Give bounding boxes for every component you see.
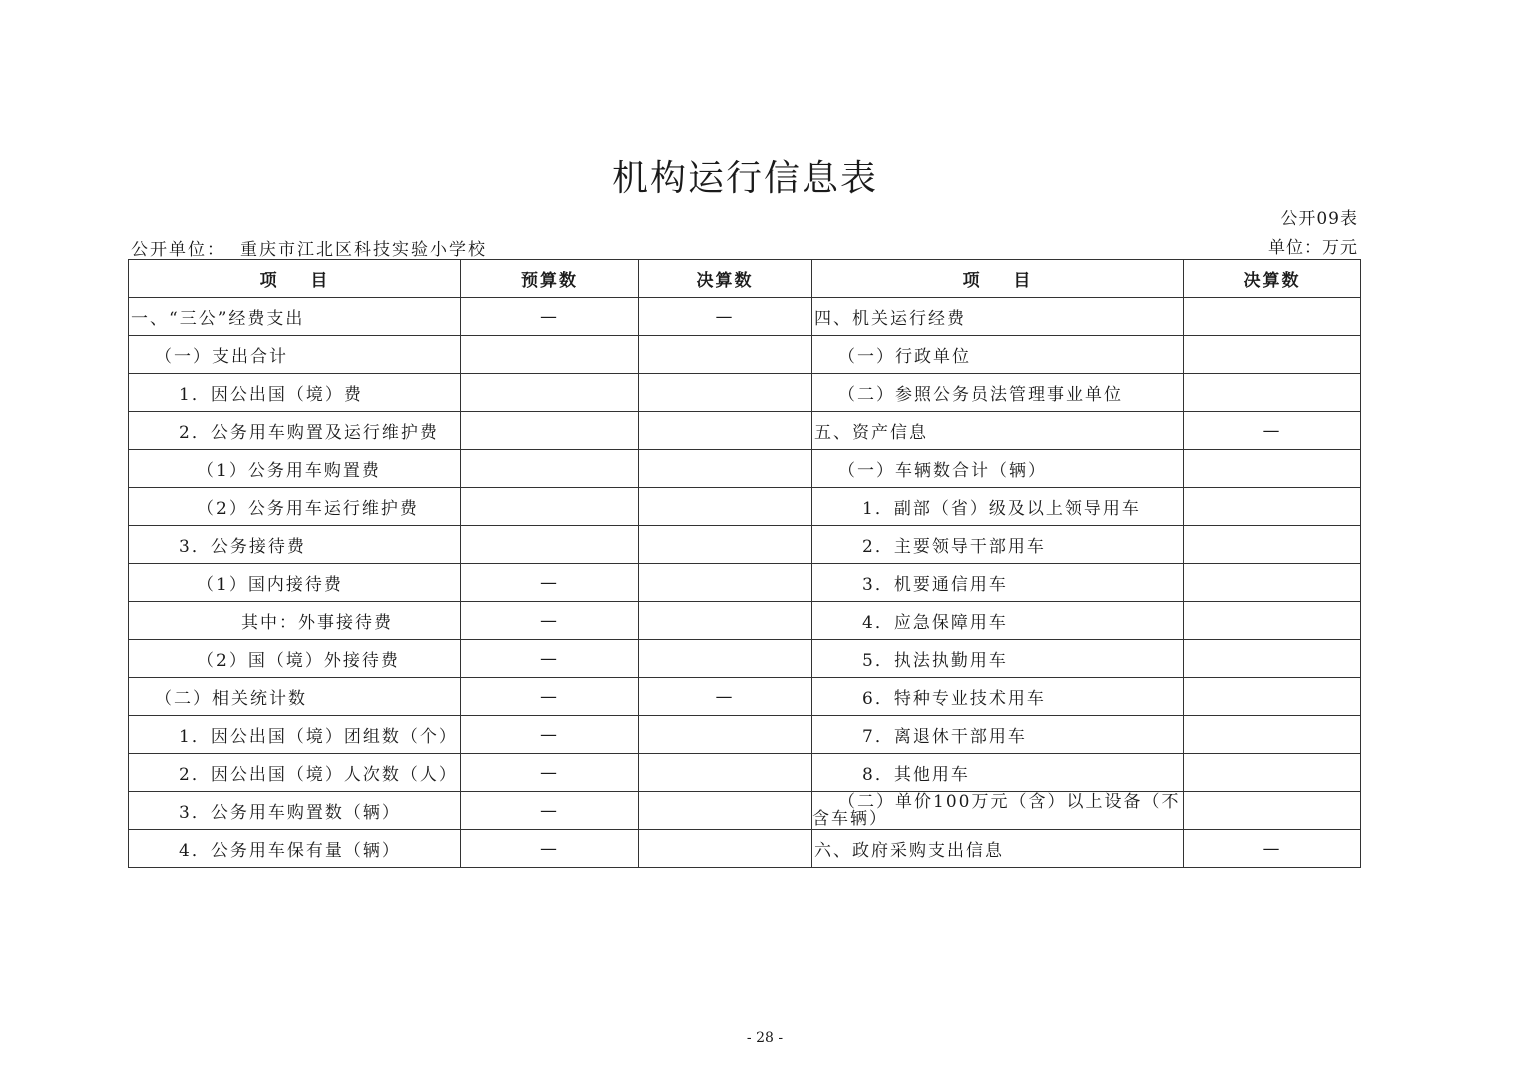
left-item: （二）相关统计数 — [129, 678, 461, 716]
left-item: （1）公务用车购置费 — [129, 450, 461, 488]
budget-cell: — — [461, 792, 639, 830]
budget-cell — [461, 412, 639, 450]
budget-cell: — — [461, 754, 639, 792]
budget-cell — [461, 526, 639, 564]
right-final-cell — [1184, 754, 1361, 792]
budget-cell — [461, 488, 639, 526]
table-row — [129, 678, 1361, 716]
header-item-left: 项 目 — [129, 260, 461, 298]
final-cell — [639, 374, 812, 412]
right-final-cell — [1184, 488, 1361, 526]
left-item: 一、“三公”经费支出 — [129, 298, 461, 336]
left-item: 其中：外事接待费 — [129, 602, 461, 640]
right-final-cell — [1184, 336, 1361, 374]
final-cell — [639, 716, 812, 754]
right-final-cell — [1184, 374, 1361, 412]
right-item: 四、机关运行经费 — [812, 298, 1184, 336]
table-row — [129, 830, 1361, 868]
right-item-line-1: （二）单价100万元（含）以上设备（不 — [838, 791, 1181, 812]
right-item: （一）车辆数合计（辆） — [812, 450, 1184, 488]
right-item — [812, 792, 1184, 830]
budget-cell: — — [461, 602, 639, 640]
right-item: 1．副部（省）级及以上领导用车 — [812, 488, 1184, 526]
table-row — [129, 298, 1361, 336]
budget-cell — [461, 374, 639, 412]
right-final-cell — [1184, 602, 1361, 640]
left-item: 1．因公出国（境）费 — [129, 374, 461, 412]
form-number: 公开09表 — [1280, 209, 1358, 229]
right-item-line-2: 含车辆） — [812, 808, 888, 829]
table-row — [129, 412, 1361, 450]
table-row — [129, 336, 1361, 374]
table-header-row — [129, 260, 1361, 298]
right-final-cell — [1184, 564, 1361, 602]
right-item: 2．主要领导干部用车 — [812, 526, 1184, 564]
left-item: 2．因公出国（境）人次数（人） — [129, 754, 461, 792]
right-item: 5．执法执勤用车 — [812, 640, 1184, 678]
right-item: 8．其他用车 — [812, 754, 1184, 792]
right-item: 3．机要通信用车 — [812, 564, 1184, 602]
budget-cell: — — [461, 564, 639, 602]
right-final-cell — [1184, 716, 1361, 754]
right-item: 6．特种专业技术用车 — [812, 678, 1184, 716]
unit-label: 单位：万元 — [1268, 238, 1358, 258]
budget-cell: — — [461, 640, 639, 678]
budget-cell: — — [461, 298, 639, 336]
final-cell — [639, 450, 812, 488]
final-cell: — — [639, 298, 812, 336]
table-row — [129, 564, 1361, 602]
right-final-cell: — — [1184, 412, 1361, 450]
final-cell — [639, 336, 812, 374]
table-row — [129, 488, 1361, 526]
left-item: 1．因公出国（境）团组数（个） — [129, 716, 461, 754]
budget-cell: — — [461, 716, 639, 754]
right-item: （一）行政单位 — [812, 336, 1184, 374]
final-cell — [639, 830, 812, 868]
left-item: （一）支出合计 — [129, 336, 461, 374]
header-item-right: 项 目 — [812, 260, 1184, 298]
right-final-cell: — — [1184, 830, 1361, 868]
table-row — [129, 754, 1361, 792]
organization-label: 公开单位： — [131, 240, 226, 260]
right-item: 4．应急保障用车 — [812, 602, 1184, 640]
info-table — [128, 259, 1361, 868]
table-row — [129, 450, 1361, 488]
final-cell — [639, 792, 812, 830]
table-row — [129, 526, 1361, 564]
left-item: （2）国（境）外接待费 — [129, 640, 461, 678]
final-cell — [639, 412, 812, 450]
header-final-right: 决算数 — [1184, 260, 1361, 298]
table-row — [129, 602, 1361, 640]
organization-name: 重庆市江北区科技实验小学校 — [240, 240, 487, 260]
right-final-cell — [1184, 640, 1361, 678]
final-cell — [639, 488, 812, 526]
table-row — [129, 374, 1361, 412]
left-item: （1）国内接待费 — [129, 564, 461, 602]
right-final-cell — [1184, 792, 1361, 830]
left-item: 3．公务用车购置数（辆） — [129, 792, 461, 830]
budget-cell: — — [461, 678, 639, 716]
right-item: 六、政府采购支出信息 — [812, 830, 1184, 868]
right-item: 7．离退休干部用车 — [812, 716, 1184, 754]
table-row — [129, 640, 1361, 678]
table-row — [129, 792, 1361, 830]
page-number: - 28 - — [746, 1030, 784, 1046]
left-item: （2）公务用车运行维护费 — [129, 488, 461, 526]
right-final-cell — [1184, 526, 1361, 564]
final-cell — [639, 602, 812, 640]
right-item: （二）参照公务员法管理事业单位 — [812, 374, 1184, 412]
table-row — [129, 716, 1361, 754]
right-final-cell — [1184, 678, 1361, 716]
right-final-cell — [1184, 298, 1361, 336]
header-budget: 预算数 — [461, 260, 639, 298]
left-item: 4．公务用车保有量（辆） — [129, 830, 461, 868]
header-final-left: 决算数 — [639, 260, 812, 298]
final-cell — [639, 526, 812, 564]
organization-line — [131, 235, 487, 260]
budget-cell — [461, 336, 639, 374]
left-item: 3．公务接待费 — [129, 526, 461, 564]
final-cell — [639, 754, 812, 792]
right-final-cell — [1184, 450, 1361, 488]
final-cell: — — [639, 678, 812, 716]
left-item: 2．公务用车购置及运行维护费 — [129, 412, 461, 450]
final-cell — [639, 640, 812, 678]
right-item: 五、资产信息 — [812, 412, 1184, 450]
page-title: 机构运行信息表 — [611, 158, 878, 199]
budget-cell — [461, 450, 639, 488]
final-cell — [639, 564, 812, 602]
budget-cell: — — [461, 830, 639, 868]
